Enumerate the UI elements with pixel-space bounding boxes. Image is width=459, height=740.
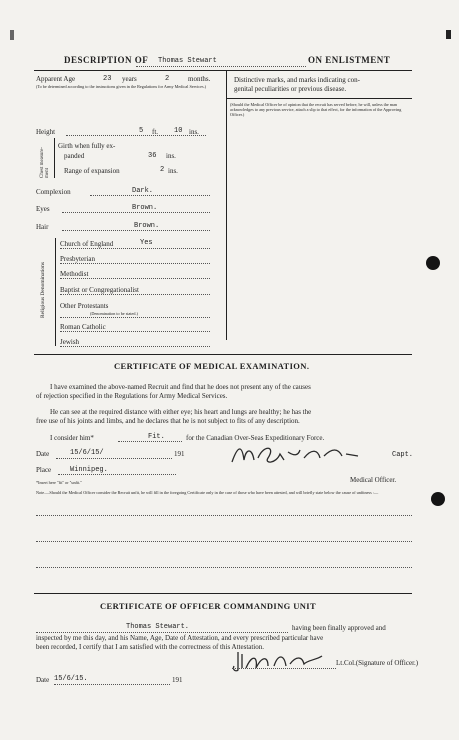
height-in: 10 <box>174 127 183 135</box>
distinctive-note: (Should the Medical Officer be of opinion that the recruit has served before, he will, unless the man acknowledges to any previous service, attach a slip to that effect, for the information of the Approving Officer.) <box>230 102 402 117</box>
co-title: CERTIFICATE OF OFFICER COMMANDING UNIT <box>100 601 317 611</box>
co-text-1: having been finally approved and <box>292 624 386 632</box>
medical-note: Note.—Should the Medical Officer consider the Recruit unfit, he will fill in the foregoing Certificate only in the case of those who have been attested, and will briefly state below the cause of unfitness :— <box>36 490 379 495</box>
punch-hole <box>426 256 440 270</box>
chest-bracket <box>54 138 55 178</box>
religion-line <box>60 278 210 279</box>
name-dotted-line <box>136 66 306 67</box>
column-divider <box>226 70 227 340</box>
medical-title: CERTIFICATE OF MEDICAL EXAMINATION. <box>114 361 310 371</box>
place-label: Place <box>36 466 52 474</box>
place-line <box>58 474 176 475</box>
girth-label-2: panded <box>64 152 85 160</box>
medical-p2: He can see at the required distance with either eye; his heart and lungs are healthy; he has the <box>50 408 312 416</box>
medical-date-line <box>56 458 172 459</box>
distinctive-text: Distinctive marks, and marks indicating con- <box>234 76 360 84</box>
hair-line <box>62 230 210 231</box>
religion-line <box>60 317 210 318</box>
co-date-label: Date <box>36 676 50 684</box>
religion-item: Presbyterian <box>60 255 95 263</box>
range-value: 2 <box>160 166 165 174</box>
range-unit: ins. <box>168 167 178 175</box>
header-rule <box>34 70 412 71</box>
medical-year: 191 <box>174 450 185 458</box>
co-year: 191 <box>172 676 183 684</box>
religion-side-label: Religious Denominations <box>40 261 46 318</box>
age-months-label: months. <box>188 75 211 83</box>
medical-p1b: of rejection specified in the Regulations for Army Medical Services. <box>36 392 228 400</box>
medical-rank: Capt. <box>392 451 414 459</box>
range-label: Range of expansion <box>64 167 120 175</box>
height-line <box>66 135 206 136</box>
consider-text-2: for the Canadian Over-Seas Expeditionary Force. <box>186 434 325 442</box>
unfit-line <box>36 541 412 542</box>
religion-item: Jewish <box>60 338 80 346</box>
co-text-3: been recorded, I certify that I am satisfied with the correctness of this Attestation. <box>36 643 265 651</box>
hair-label: Hair <box>36 223 49 231</box>
header-title-left: DESCRIPTION OF <box>64 55 149 65</box>
eyes-label: Eyes <box>36 205 50 213</box>
religion-value: Yes <box>140 239 153 247</box>
eyes-line <box>62 212 210 213</box>
medical-rule <box>34 354 412 355</box>
religion-item: Other Protestants <box>60 302 109 310</box>
height-ft-label: ft. <box>152 128 159 136</box>
co-text-2: inspected by me this day, and his Name, Age, Date of Attestation, and every prescribed particular have <box>36 634 324 642</box>
recruit-name: Thomas Stewart <box>158 57 217 65</box>
medical-date-value: 15/6/15/ <box>70 449 104 457</box>
medical-date-label: Date <box>36 450 50 458</box>
unfit-line <box>36 515 412 516</box>
co-signature-line <box>232 668 336 669</box>
co-date-line <box>54 684 170 685</box>
consider-text: I consider him* <box>50 434 94 442</box>
medical-officer-label: Medical Officer. <box>350 476 397 484</box>
eyes-value: Brown. <box>132 204 158 212</box>
chest-side-label: Chest measure-ment <box>40 147 50 178</box>
religion-line <box>60 346 210 347</box>
co-date-value: 15/6/15. <box>54 675 88 683</box>
religion-line <box>60 331 210 332</box>
age-years-label: years <box>122 75 137 83</box>
medical-p1: I have examined the above-named Recruit and find that he does not present any of the causes <box>50 383 311 391</box>
girth-value: 36 <box>148 152 157 160</box>
distinctive-text-2: genital peculiarities or previous disease. <box>234 85 347 93</box>
co-signature-note: Lt.Col.(Signature of Officer.) <box>336 659 419 667</box>
medical-footnote: *Insert here "fit" or "unfit." <box>36 480 83 485</box>
height-label: Height <box>36 128 56 136</box>
age-label: Apparent Age <box>36 75 76 83</box>
height-ft: 5 <box>139 127 144 135</box>
hair-value: Brown. <box>134 222 160 230</box>
co-signature <box>232 648 328 674</box>
religion-line <box>60 294 210 295</box>
religion-bracket <box>55 238 56 346</box>
fit-value: Fit. <box>148 433 165 441</box>
header-title-right: ON ENLISTMENT <box>308 55 391 65</box>
medical-p2b: free use of his joints and limbs, and he declares that he is not subject to fits of any description. <box>36 417 300 425</box>
unfit-line <box>36 567 412 568</box>
distinctive-rule <box>226 98 412 99</box>
medical-officer-signature <box>228 440 378 470</box>
complexion-value: Dark. <box>132 187 154 195</box>
religion-item: Methodist <box>60 270 89 278</box>
fit-line <box>118 441 182 442</box>
age-months: 2 <box>165 75 170 83</box>
religion-item: Baptist or Congregationalist <box>60 286 139 294</box>
scan-mark <box>446 30 451 39</box>
punch-hole <box>431 492 445 506</box>
age-note: (To be determined according to the instructions given in the Regulations for Army Medical Services.) <box>36 84 207 89</box>
girth-label: Girth when fully ex- <box>58 142 116 150</box>
girth-unit: ins. <box>166 152 176 160</box>
complexion-line <box>90 195 210 196</box>
religion-line <box>60 263 210 264</box>
religion-item: Roman Catholic <box>60 323 106 331</box>
co-rule <box>34 593 412 594</box>
age-years: 23 <box>103 75 112 83</box>
place-value: Winnipeg. <box>70 466 108 474</box>
religion-note: (Denomination to be stated.) <box>90 311 138 316</box>
scan-mark <box>10 30 14 40</box>
height-in-label: ins. <box>189 128 199 136</box>
complexion-label: Complexion <box>36 188 71 196</box>
religion-line <box>60 248 210 249</box>
co-name-line <box>36 632 288 633</box>
religion-item: Church of England <box>60 240 114 248</box>
co-name: Thomas Stewart. <box>126 623 190 631</box>
